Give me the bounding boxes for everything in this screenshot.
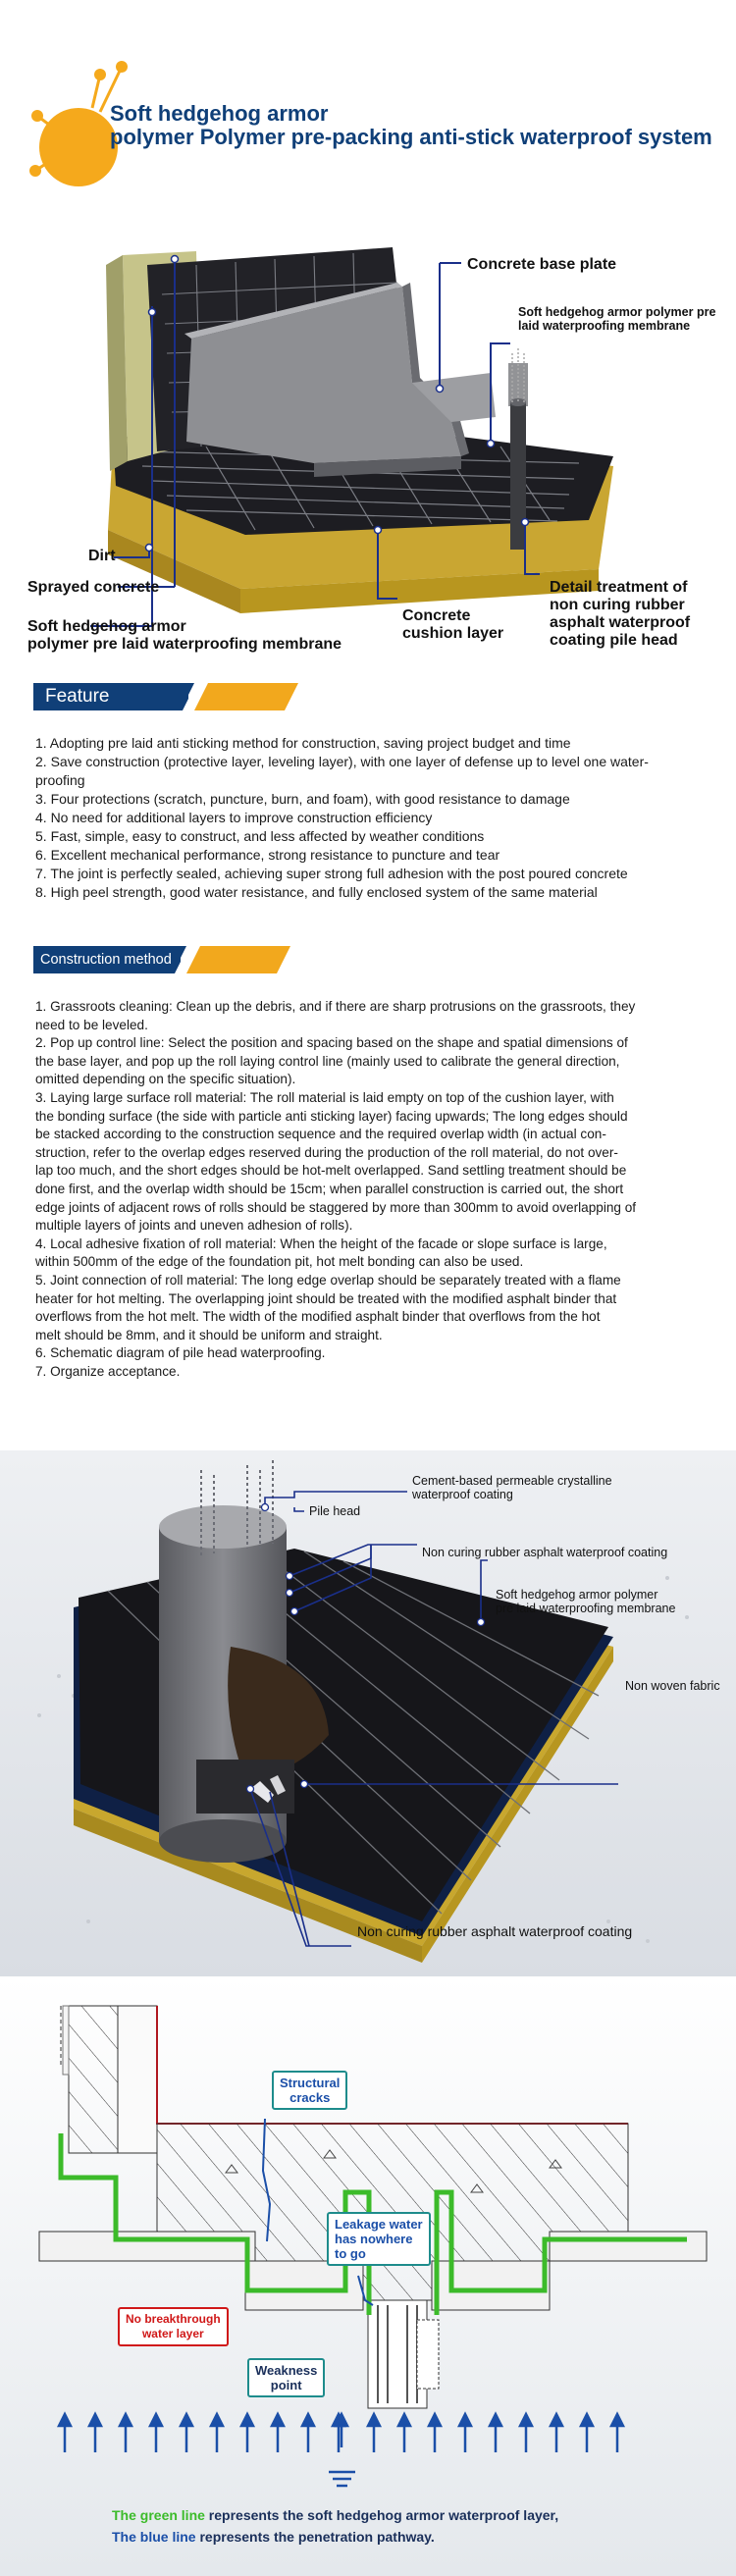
method-line: multiple layers of joints and uneven adhesion of rolls). bbox=[35, 1218, 353, 1234]
method-line: overflows from the hot melt. The width of the modified asphalt binder that overflows from the hot bbox=[35, 1309, 601, 1325]
method-line: 1. Grassroots cleaning: Clean up the debris, and if there are sharp protrusions on the grassroots, they bbox=[35, 999, 636, 1014]
caption-blue-line bbox=[112, 2529, 435, 2545]
label-membrane-left-2: polymer pre laid waterproofing membrane bbox=[27, 636, 342, 653]
label-cement-2: waterproof coating bbox=[412, 1488, 513, 1501]
method-line: heater for hot melting. The overlapping joint should be treated with the modified asphalt binder that bbox=[35, 1290, 617, 1306]
caption-blue-label: The blue line bbox=[112, 2529, 196, 2545]
feature-item: 8. High peel strength, good water resistance, and fully enclosed system of the same material bbox=[35, 884, 598, 900]
method-line: 2. Pop up control line: Select the position and spacing based on the shape and spatial dimensions of bbox=[35, 1035, 628, 1051]
feature-heading: Feature bbox=[45, 686, 110, 707]
method-line: melt should be 8mm, and it should be uniform and straight. bbox=[35, 1327, 383, 1342]
label-cushion-1: Concrete bbox=[402, 607, 471, 624]
method-line: done first, and the overlap width should be 15cm; when parallel construction is carried out, the short bbox=[35, 1181, 624, 1196]
method-list bbox=[35, 998, 712, 1381]
method-line: 7. Organize acceptance. bbox=[35, 1363, 181, 1379]
label-pile-4: coating pile head bbox=[550, 632, 678, 649]
callout-text: Structural bbox=[280, 2076, 341, 2090]
page-title-line2: polymer Polymer pre-packing anti-stick waterproof system bbox=[110, 125, 712, 149]
feature-section-header bbox=[33, 683, 298, 710]
feature-item: 4. No need for additional layers to improve construction efficiency bbox=[35, 810, 433, 825]
callout-text: water layer bbox=[141, 2327, 204, 2340]
header-stripe-icon bbox=[173, 946, 290, 973]
label-concrete-base-plate: Concrete base plate bbox=[467, 256, 617, 273]
callout-text: Weakness bbox=[255, 2363, 318, 2378]
label-pile-2: non curing rubber bbox=[550, 597, 685, 613]
callout-text: cracks bbox=[289, 2090, 331, 2105]
callout-text: to go bbox=[335, 2246, 366, 2261]
method-line: the base layer, and pop up the roll laying control line (mainly used to calibrate the general direction, bbox=[35, 1053, 620, 1069]
callout-no-breakthrough bbox=[118, 2307, 229, 2346]
header-stripe-icon bbox=[181, 683, 298, 710]
callout-leakage-water bbox=[327, 2212, 431, 2266]
method-line: within 500mm of the edge of the foundation pit, hot melt bonding can also be used. bbox=[35, 1254, 524, 1270]
feature-item: 5. Fast, simple, easy to construct, and less affected by weather conditions bbox=[35, 828, 485, 844]
label-membrane-right: Soft hedgehog armor polymer pre laid waterproofing membrane bbox=[518, 305, 716, 333]
caption-green-line bbox=[112, 2507, 558, 2523]
callout-text: Leakage water bbox=[335, 2217, 423, 2232]
caption-green-text: represents the soft hedgehog armor waterproof layer, bbox=[204, 2507, 559, 2523]
callout-text: point bbox=[270, 2378, 302, 2392]
method-line: lap too much, and the short edges should be hot-melt overlapped. Sand settling treatment should be bbox=[35, 1163, 627, 1179]
method-line: 4. Local adhesive fixation of roll material: When the height of the facade or slope surface is large, bbox=[35, 1235, 607, 1251]
feature-item: 2. Save construction (protective layer, leveling layer), with one layer of defense up to level one water- bbox=[35, 754, 649, 769]
callout-text: No breakthrough bbox=[126, 2312, 221, 2326]
method-line: 5. Joint connection of roll material: The long edge overlap should be separately treated with a flame bbox=[35, 1272, 621, 1288]
feature-item: 6. Excellent mechanical performance, strong resistance to puncture and tear bbox=[35, 847, 500, 863]
method-line: need to be leveled. bbox=[35, 1017, 148, 1032]
label-non-curing-bottom: Non curing rubber asphalt waterproof coating bbox=[357, 1923, 633, 1939]
label-membrane-1: Soft hedgehog armor polymer bbox=[496, 1588, 658, 1602]
method-line: 6. Schematic diagram of pile head waterproofing. bbox=[35, 1345, 326, 1361]
label-non-curing-top: Non curing rubber asphalt waterproof coating bbox=[422, 1546, 668, 1559]
label-cushion-2: cushion layer bbox=[402, 625, 504, 642]
label-membrane-left-1: Soft hedgehog armor bbox=[27, 618, 186, 635]
method-line: struction, refer to the overlap edges reserved during the production of the roll material, do not over- bbox=[35, 1144, 618, 1160]
method-section-header bbox=[33, 946, 290, 973]
feature-item: 7. The joint is perfectly sealed, achieving super strong full adhesion with the post poured concrete bbox=[35, 866, 628, 881]
method-line: the bonding surface (the side with particle anti sticking layer) facing upwards; The long edges should bbox=[35, 1108, 628, 1124]
method-line: edge joints of adjacent rows of rolls should be staggered by more than 300mm to avoid overlapping of bbox=[35, 1199, 637, 1215]
method-line: be stacked according to the construction sequence and the required overlap width (in actual con- bbox=[35, 1127, 606, 1142]
method-line: omitted depending on the specific situation). bbox=[35, 1072, 296, 1087]
callout-structural-cracks bbox=[272, 2071, 347, 2110]
pile-head-diagram bbox=[0, 1450, 736, 1976]
feature-item: proofing bbox=[35, 772, 85, 788]
label-membrane-2: pre laid waterproofing membrane bbox=[496, 1602, 676, 1615]
feature-item: 1. Adopting pre laid anti sticking method for construction, saving project budget and time bbox=[35, 735, 571, 751]
label-pile-head: Pile head bbox=[309, 1504, 361, 1518]
method-line: 3. Laying large surface roll material: The roll material is laid empty on top of the cushion layer, with bbox=[35, 1089, 614, 1105]
label-pile-3: asphalt waterproof bbox=[550, 614, 691, 631]
label-sprayed-concrete: Sprayed concrete bbox=[27, 579, 160, 596]
cross-section-diagram bbox=[0, 1976, 736, 2576]
caption-green-label: The green line bbox=[112, 2507, 205, 2523]
label-dirt: Dirt bbox=[88, 548, 116, 564]
caption-blue-text: represents the penetration pathway. bbox=[195, 2529, 435, 2545]
label-cement-1: Cement-based permeable crystalline bbox=[412, 1474, 612, 1488]
page-title-line1: Soft hedgehog armor bbox=[110, 101, 329, 126]
feature-list bbox=[35, 734, 712, 902]
label-pile-1: Detail treatment of bbox=[550, 579, 688, 596]
method-heading: Construction method bbox=[40, 952, 172, 968]
feature-item: 3. Four protections (scratch, puncture, burn, and foam), with good resistance to damage bbox=[35, 791, 570, 807]
label-non-woven: Non woven fabric bbox=[625, 1679, 720, 1693]
callout-text: has nowhere bbox=[335, 2232, 413, 2246]
callout-weakness-point bbox=[247, 2358, 325, 2397]
